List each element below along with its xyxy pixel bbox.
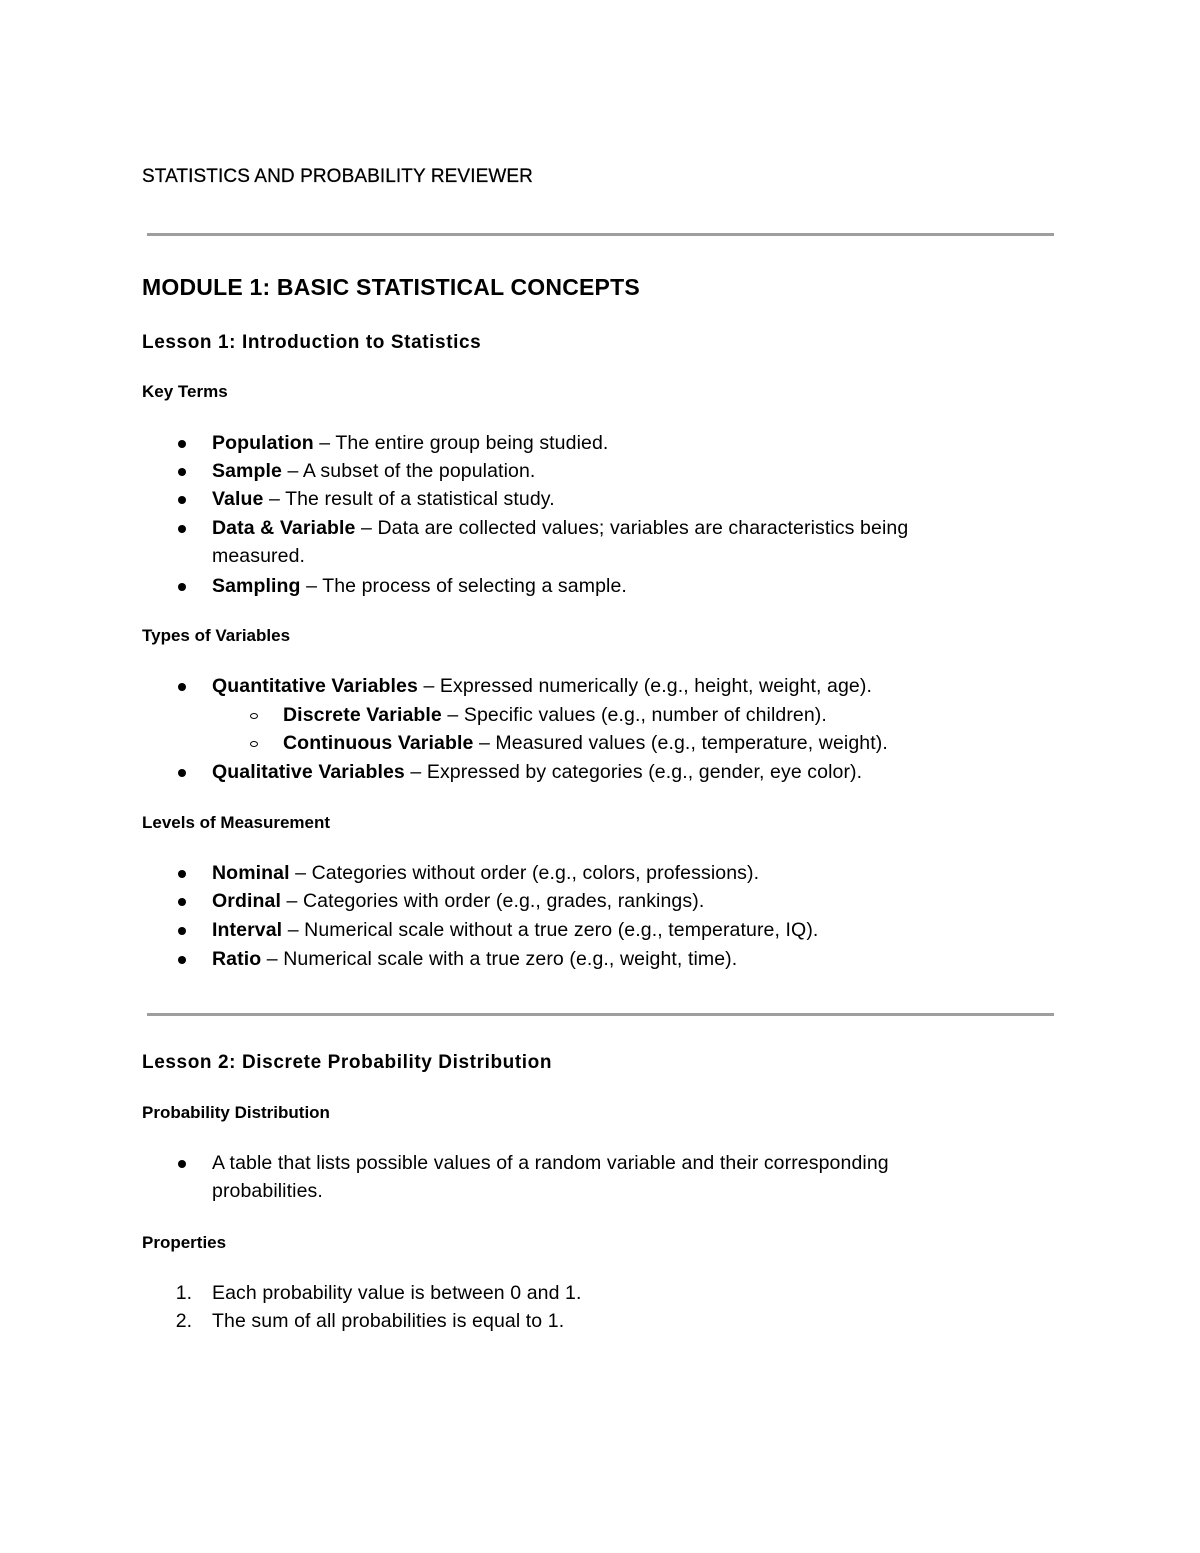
- term-label: Value: [212, 488, 264, 510]
- horizontal-rule: [147, 1013, 1054, 1016]
- list-item: [212, 859, 759, 888]
- term-description: – Numerical scale without a true zero (e.g., temperature, IQ).: [282, 919, 819, 941]
- list-item: Each probability value is between 0 and 1.: [212, 1282, 582, 1304]
- term-label: Nominal: [212, 862, 290, 884]
- bullet-icon: [178, 525, 186, 533]
- list-item: [283, 701, 827, 730]
- list-item: A table that lists possible values of a random variable and their corresponding: [212, 1152, 889, 1174]
- module-title: MODULE 1: BASIC STATISTICAL CONCEPTS: [142, 274, 640, 300]
- probability-distribution-heading: Probability Distribution: [142, 1103, 330, 1122]
- list-item: [212, 758, 862, 787]
- horizontal-rule: [147, 233, 1054, 236]
- term-description: – A subset of the population.: [281, 460, 536, 482]
- bullet-icon: [178, 927, 186, 935]
- term-label: Qualitative Variables: [212, 761, 405, 783]
- levels-of-measurement-heading: Levels of Measurement: [142, 813, 331, 832]
- lesson-2-title: Lesson 2: Discrete Probability Distribution: [142, 1052, 553, 1073]
- term-label: Continuous Variable: [283, 732, 474, 754]
- list-item: [212, 887, 704, 916]
- bullet-icon: [178, 583, 186, 591]
- bullet-icon: [178, 468, 186, 476]
- bullet-icon: [178, 769, 186, 777]
- bullet-icon: [178, 898, 186, 906]
- term-description: – Specific values (e.g., number of children).: [441, 704, 827, 726]
- key-terms-heading: Key Terms: [142, 382, 228, 401]
- term-description: – The entire group being studied.: [313, 432, 609, 454]
- hollow-bullet-icon: [250, 741, 258, 747]
- bullet-icon: [178, 496, 186, 504]
- term-description: – Expressed numerically (e.g., height, weight, age).: [417, 675, 872, 697]
- term-description: – Measured values (e.g., temperature, weight).: [473, 732, 888, 754]
- list-item: [283, 729, 888, 758]
- bullet-icon: [178, 870, 186, 878]
- term-description: – The result of a statistical study.: [263, 488, 555, 510]
- list-number: 2.: [175, 1310, 192, 1332]
- term-label: Sampling: [212, 575, 301, 597]
- list-item-continuation: probabilities.: [212, 1180, 323, 1202]
- list-item: [212, 514, 908, 543]
- term-description: – Categories without order (e.g., colors, professions).: [289, 862, 760, 884]
- list-item: [212, 457, 535, 486]
- list-item: [212, 945, 737, 974]
- bullet-icon: [178, 1160, 186, 1168]
- term-label: Data & Variable: [212, 517, 356, 539]
- term-label: Discrete Variable: [283, 704, 442, 726]
- term-label: Sample: [212, 460, 282, 482]
- list-item-continuation: measured.: [212, 545, 306, 567]
- term-label: Interval: [212, 919, 283, 941]
- term-description: – The process of selecting a sample.: [300, 575, 627, 597]
- term-description: – Expressed by categories (e.g., gender, eye color).: [404, 761, 863, 783]
- bullet-icon: [178, 440, 186, 448]
- list-item: The sum of all probabilities is equal to 1.: [212, 1310, 565, 1332]
- list-item: [212, 572, 627, 601]
- list-item: [212, 672, 872, 701]
- list-item: [212, 916, 818, 945]
- term-label: Population: [212, 432, 314, 454]
- list-number: 1.: [175, 1282, 192, 1304]
- document-title: STATISTICS AND PROBABILITY REVIEWER: [142, 166, 533, 187]
- bullet-icon: [178, 956, 186, 964]
- term-description: – Data are collected values; variables are characteristics being: [355, 517, 909, 539]
- lesson-1-title: Lesson 1: Introduction to Statistics: [142, 332, 482, 353]
- bullet-icon: [178, 683, 186, 691]
- term-description: – Categories with order (e.g., grades, rankings).: [280, 890, 705, 912]
- term-label: Quantitative Variables: [212, 675, 418, 697]
- properties-heading: Properties: [142, 1233, 227, 1252]
- types-of-variables-heading: Types of Variables: [142, 626, 291, 645]
- term-description: – Numerical scale with a true zero (e.g., weight, time).: [261, 948, 738, 970]
- term-label: Ordinal: [212, 890, 281, 912]
- term-label: Ratio: [212, 948, 262, 970]
- list-item: [212, 485, 555, 514]
- hollow-bullet-icon: [250, 713, 258, 719]
- list-item: [212, 429, 608, 458]
